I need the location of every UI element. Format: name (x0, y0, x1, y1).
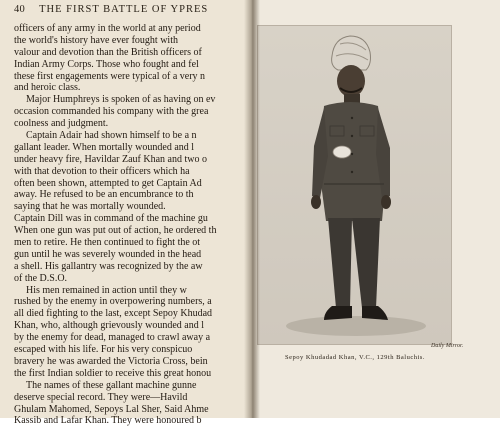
text-line: the first Indian soldier to receive this great honou (14, 367, 212, 379)
photo-caption: Sepoy Khudadad Khan, V.C., 129th Baluchis. (285, 354, 425, 361)
photo-credit: Daily Mirror. (431, 343, 464, 349)
text-line: under heavy fire, Havildar Zauf Khan and two o (14, 153, 207, 165)
text-line: Major Humphreys is spoken of as having on ev (26, 94, 216, 106)
text-line: rushed by the enemy in overpowering numbers, a (14, 296, 212, 308)
text-line: often been shown, attempted to get Captain Ad (14, 177, 202, 189)
text-line: of the D.S.O. (14, 272, 68, 284)
text-line: escaped with his life. For his very conspicuo (14, 344, 193, 356)
text-line: these first engagements were typical of a very n (14, 70, 206, 82)
text-line: away. He refused to be an encumbrance to th (14, 189, 194, 201)
text-line: Kassib and Lafar Khan. They were honoured b (14, 415, 202, 427)
portrait-photograph (257, 25, 452, 345)
text-line: saying that he was mortally wounded. (14, 201, 166, 213)
text-line: bravery he was awarded the Victoria Cross, bein (14, 355, 208, 367)
text-line: coolness and judgment. (14, 118, 109, 130)
running-title: THE FIRST BATTLE OF YPRES (39, 4, 209, 15)
text-line: Khan, who, although grievously wounded and l (14, 320, 204, 332)
text-line: Captain Adair had shown himself to be a n (26, 130, 197, 142)
text-line: valour and devotion than the British officers of (14, 46, 202, 58)
text-line: Ghulam Mahomed, Sepoys Lal Sher, Said Ahme (14, 403, 209, 415)
text-line: Indian Army Corps. Those who fought and fel (14, 58, 199, 70)
running-head (14, 4, 254, 15)
text-line: and heroic class. (14, 82, 81, 94)
text-line: Captain Dill was in command of the machine gu (14, 213, 208, 225)
text-line: His men remained in action until they w (26, 284, 187, 296)
text-line: When one gun was put out of action, he ordered th (14, 225, 217, 237)
text-line: officers of any army in the world at any period (14, 23, 201, 34)
body-text (14, 23, 250, 427)
text-line: gallant leader. When mortally wounded and l (14, 141, 195, 153)
text-line: The names of these gallant machine gunne (26, 379, 197, 391)
text-line: by the enemy for dead, managed to crawl away a (14, 332, 211, 344)
text-line: with that devotion to their officers which ha (14, 165, 190, 177)
soldier-figure (258, 26, 451, 344)
text-line: occasion commanded his company with the grea (14, 106, 209, 118)
text-line: gun until he was severely wounded in the head (14, 248, 202, 260)
page-number: 40 (14, 4, 26, 15)
text-line: men to retire. He then continued to fight the ot (14, 237, 201, 249)
text-line: deserve special record. They were—Havild (14, 391, 188, 403)
text-line: all died fighting to the last, except Sepoy Khudad (14, 308, 213, 320)
book-gutter (244, 0, 260, 418)
text-line: a shell. His gallantry was recognized by the aw (14, 260, 203, 272)
text-line: the world's history have ever fought with (14, 34, 178, 46)
